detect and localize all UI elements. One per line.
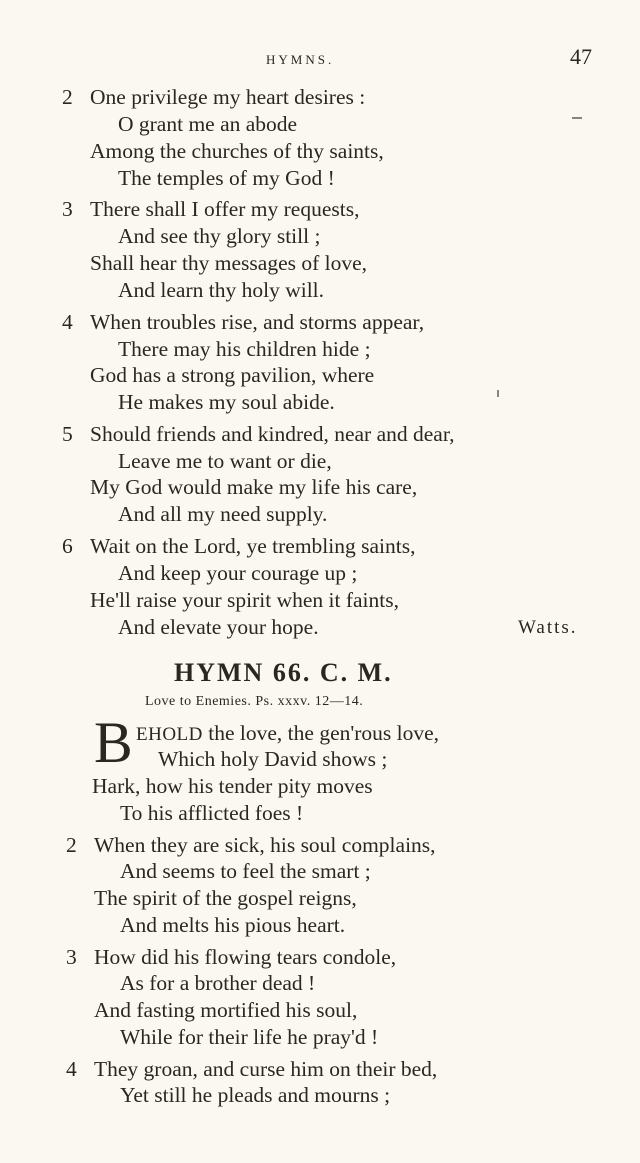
print-speck — [572, 117, 582, 119]
verse-line: The spirit of the gospel reigns, — [94, 886, 357, 910]
first-word-caps: EHOLD — [136, 724, 203, 745]
page-number: 47 — [570, 44, 592, 69]
stanza-number: 2 — [66, 833, 77, 857]
verse-line: He'll raise your spirit when it faints, — [90, 588, 399, 612]
verse-line: How did his flowing tears condole, — [94, 945, 397, 969]
running-head — [0, 44, 640, 74]
author-attribution: Watts. — [518, 617, 578, 638]
stanza-number: 3 — [66, 945, 77, 969]
verse-line: Among the churches of thy saints, — [90, 139, 384, 163]
verse-line: They groan, and curse him on their bed, — [94, 1057, 438, 1081]
verse-line: And learn thy holy will. — [118, 278, 325, 302]
verse-line: There shall I offer my requests, — [90, 197, 360, 221]
drop-cap: B — [94, 710, 133, 775]
verse-line: And all my need supply. — [118, 502, 328, 526]
stanza-number: 4 — [62, 310, 73, 334]
verse-line: While for their life he pray'd ! — [120, 1025, 379, 1049]
verse-line: And elevate your hope. — [118, 615, 319, 639]
verse-line: My God would make my life his care, — [90, 475, 418, 499]
stanza-number: 4 — [66, 1057, 77, 1081]
stanza-number: 3 — [62, 197, 73, 221]
stanza-number: 2 — [62, 85, 73, 109]
verse-line: When they are sick, his soul complains, — [94, 833, 436, 857]
verse-line: When troubles rise, and storms appear, — [90, 310, 425, 334]
stanza-number: 6 — [62, 534, 73, 558]
verse-line: And seems to feel the smart ; — [120, 859, 371, 883]
verse-line: As for a brother dead ! — [120, 971, 316, 995]
verse-line: And see thy glory still ; — [118, 224, 321, 248]
first-verse-line — [136, 720, 439, 747]
verse-line: The temples of my God ! — [118, 166, 335, 190]
running-title: HYMNS. — [266, 52, 335, 67]
verse-line: And melts his pious heart. — [120, 913, 346, 937]
verse-line: And fasting mortified his soul, — [94, 998, 358, 1022]
verse-line: There may his children hide ; — [118, 337, 371, 361]
print-speck — [497, 390, 499, 397]
verse-line: One privilege my heart desires : — [90, 85, 366, 109]
verse-line: Which holy David shows ; — [158, 747, 388, 771]
verse-line: O grant me an abode — [118, 112, 298, 136]
verse-line: To his afflicted foes ! — [120, 801, 304, 825]
verse-line: Yet still he pleads and mourns ; — [120, 1083, 391, 1107]
verse-line: Shall hear thy messages of love, — [90, 251, 368, 275]
stanza-number: 5 — [62, 422, 73, 446]
first-line-rest: the love, the gen'rous love, — [202, 721, 440, 745]
hymn-subtitle: Love to Enemies. Ps. xxxv. 12—14. — [145, 694, 364, 709]
hymn-title: HYMN 66. C. M. — [174, 658, 393, 687]
verse-line: Hark, how his tender pity moves — [92, 774, 373, 798]
verse-line: Leave me to want or die, — [118, 449, 332, 473]
verse-line: God has a strong pavilion, where — [90, 363, 375, 387]
verse-line: Should friends and kindred, near and dear, — [90, 422, 455, 446]
verse-line: Wait on the Lord, ye trembling saints, — [90, 534, 416, 558]
verse-line: And keep your courage up ; — [118, 561, 358, 585]
verse-line: He makes my soul abide. — [118, 390, 335, 414]
